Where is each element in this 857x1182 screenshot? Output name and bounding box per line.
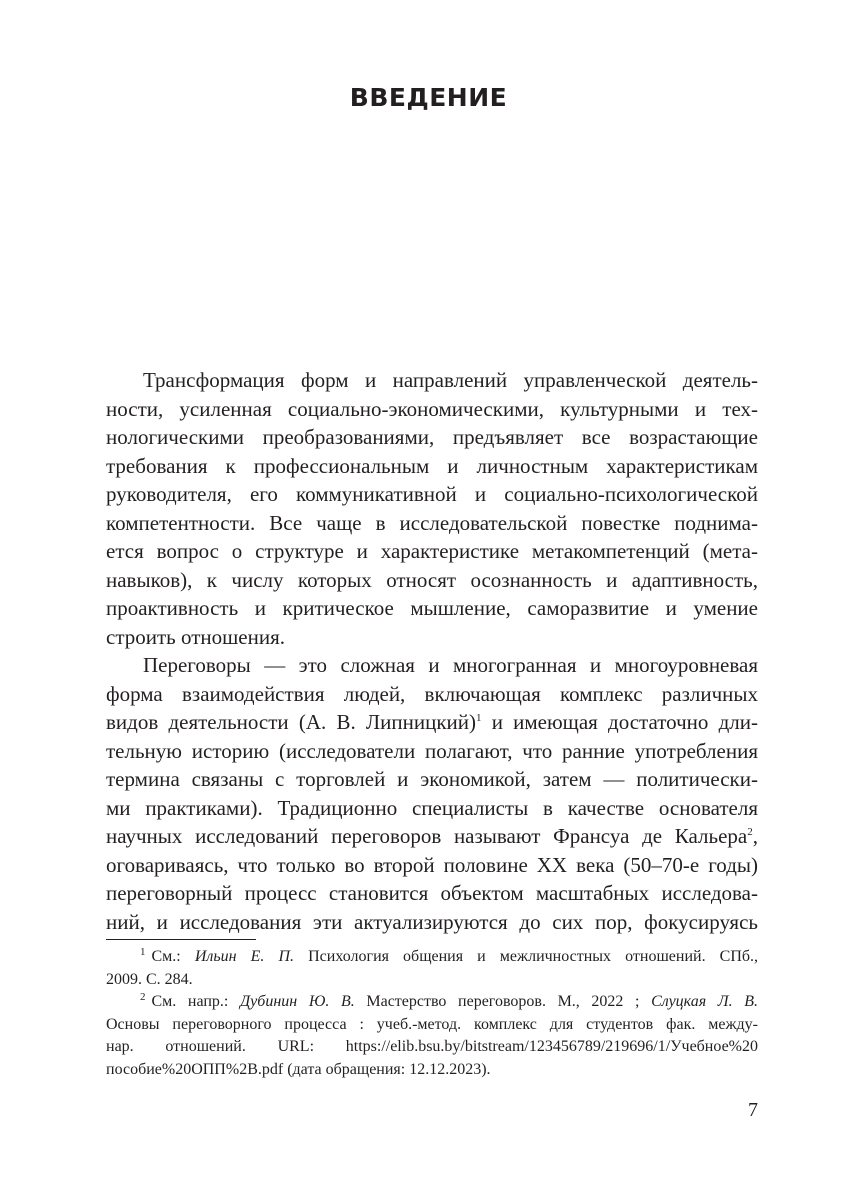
- text-line: ми практиками). Традиционно специалисты в качестве основателя: [106, 795, 758, 820]
- text-line: навыков), к числу которых относят осознанность и адаптивность,: [106, 567, 758, 592]
- footnote-ref-1[interactable]: 1: [476, 712, 482, 724]
- footnote-author: Слуцкая Л. В.: [651, 993, 759, 1010]
- footnote-text: Мастерство переговоров. М., 2022 ;: [366, 993, 640, 1010]
- text-segment: ,: [752, 824, 758, 848]
- text-line: нологическими преобразованиями, предъявляет все возрастающие: [106, 425, 758, 449]
- footnote-2-cont: пособие%20ОПП%2B.pdf (дата обращения: 12.12.2023).: [106, 1060, 491, 1078]
- footnote-2-cont: Основы переговорного процесса : учеб.-метод. комплекс для студентов фак. между-: [106, 1015, 758, 1033]
- text-line: требования к профессиональным и личностным характеристикам: [106, 453, 758, 478]
- text-line: Переговоры — это сложная и многогранная и многоуровневая: [143, 653, 758, 677]
- text-line: [106, 708, 758, 737]
- text-line: термина связаны с торговлей и экономикой, затем — политически-: [106, 767, 758, 791]
- page-title: ВВЕДЕНИЕ: [349, 83, 508, 112]
- text-segment: научных исследований переговоров называют Франсуа де Кальера: [106, 824, 748, 848]
- footnote-prefix: См. напр.:: [151, 993, 229, 1010]
- footnote-1-cont: 2009. С. 284.: [106, 970, 193, 988]
- text-line: [106, 822, 758, 851]
- text-line: Трансформация форм и направлений управленческой деятель-: [143, 368, 758, 392]
- paragraph-1: [106, 366, 758, 651]
- footnote-prefix: См.:: [151, 948, 181, 965]
- text-line: тельную историю (исследователи полагают, что ранние употребления: [106, 738, 758, 763]
- text-line: компетентности. Все чаще в исследовательской повестке поднима-: [106, 510, 758, 535]
- footnote-text: Психология общения и межличностных отношений. СПб.,: [308, 948, 759, 965]
- text-line: форма взаимодействия людей, включающая комплекс различных: [106, 681, 758, 706]
- footnote-2-url[interactable]: нар. отношений. URL: https://elib.bsu.by/bitstream/123456789/219696/1/Учебное%20: [106, 1038, 758, 1055]
- text-line: руководителя, его коммуникативной и социально-психологической: [106, 482, 758, 506]
- footnote-1: [106, 946, 758, 969]
- footnote-number: 1: [140, 945, 146, 958]
- text-line: оговариваясь, что только во второй половине XX века (50–70-е годы): [106, 852, 758, 877]
- footnote-author: Ильин Е. П.: [194, 948, 295, 965]
- footnotes: [106, 946, 758, 1081]
- text-segment: видов деятельности (А. В. Липницкий): [106, 710, 477, 734]
- footnote-ref-2[interactable]: 2: [747, 826, 753, 838]
- text-line: проактивность и критическое мышление, саморазвитие и умение: [106, 596, 758, 620]
- footnote-author: Дубинин Ю. В.: [240, 993, 355, 1010]
- paragraph-2: [106, 651, 758, 936]
- footnote-divider: [106, 939, 256, 940]
- text-line: ется вопрос о структуре и характеристике метакомпетенций (мета-: [106, 539, 758, 563]
- text-line: строить отношения.: [106, 624, 286, 649]
- footnote-number: 2: [140, 990, 146, 1003]
- footnote-2: [106, 991, 758, 1014]
- page-number: 7: [748, 1099, 758, 1121]
- text-line: ний, и исследования эти актуализируются до сих пор, фокусируясь: [106, 909, 758, 934]
- text-line: переговорный процесс становится объектом масштабных исследова-: [106, 881, 758, 905]
- text-line: ности, усиленная социально-экономическими, культурными и тех-: [106, 396, 758, 421]
- text-segment: и имеющая достаточно дли-: [481, 710, 758, 734]
